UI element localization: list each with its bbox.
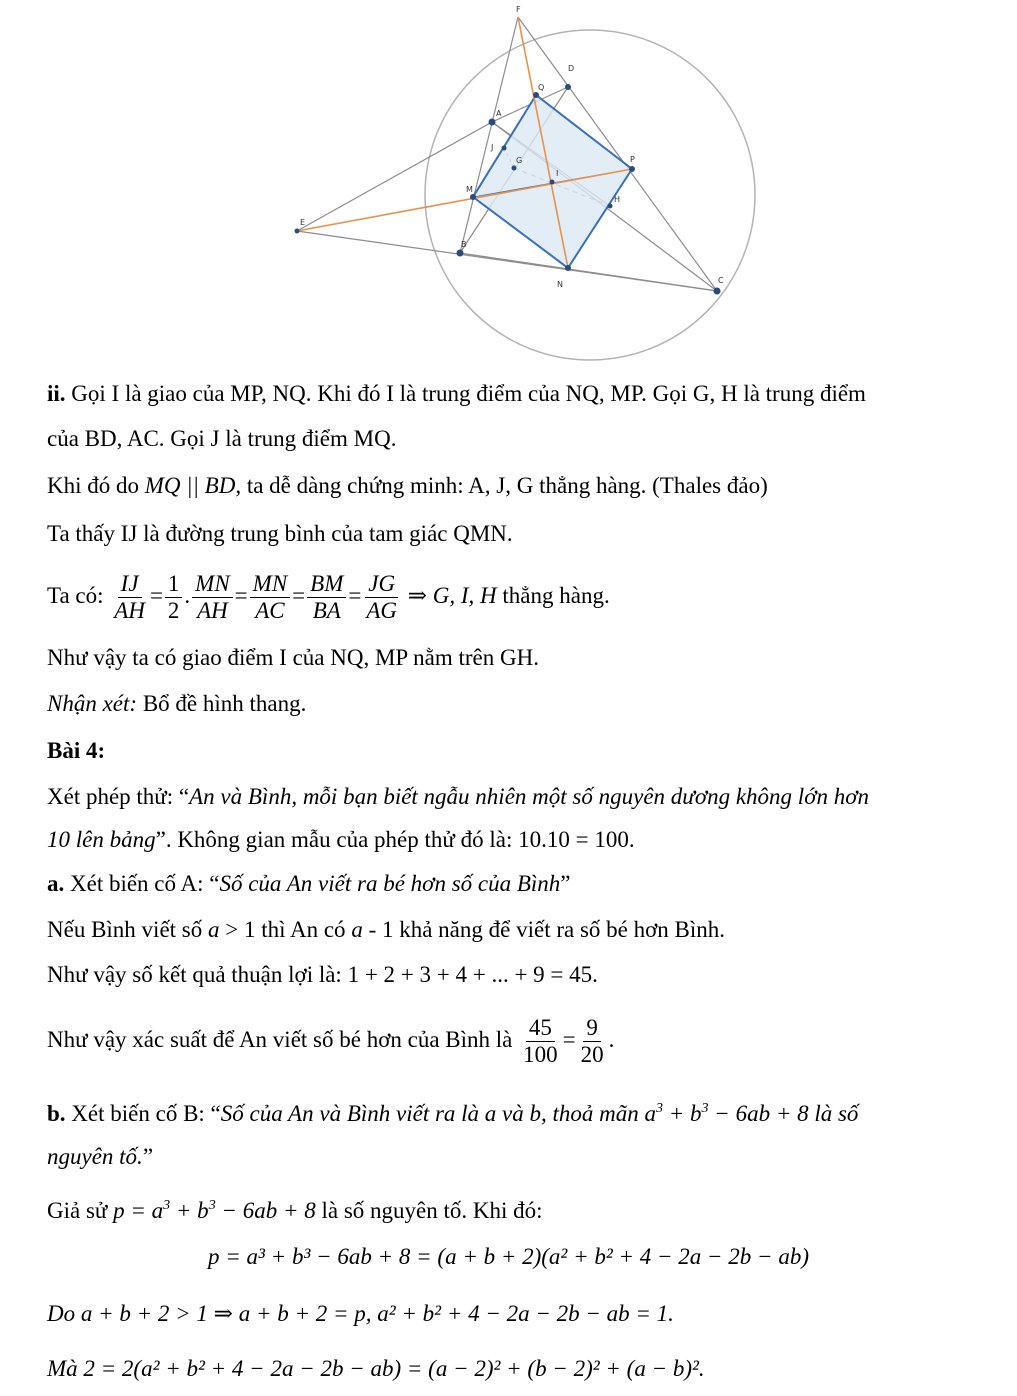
label-J: J xyxy=(491,143,494,152)
part-b-line-6: Mà 2 = 2(a² + b² + 4 − 2a − 2b − ab) = (a − 2)² + (b − 2)² + (a − b)². xyxy=(47,1356,705,1381)
ii-line-5-ratio: Ta có: $\frac{IJ}{AH}$ = $\frac{1}{2}$ . $\frac{MN}{AH}$ = $\frac{MN}{AC}$ = $\frac{BM}{BA}$ = $\frac{JG}{AG}$ ⇒ G, I, H thẳng hàng. xyxy=(47,571,610,624)
label-H: H xyxy=(614,195,621,204)
label-E: E xyxy=(300,218,306,227)
bai4-line-1: Xét phép thử: “An và Bình, mỗi bạn biết ngẫu nhiên một số nguyên dương không lớn hơn xyxy=(47,784,869,809)
part-a-line-2: Nếu Bình viết số a > 1 thì An có a - 1 khả năng để viết ra số bé hơn Bình. xyxy=(47,917,726,942)
label-I: I xyxy=(556,169,559,178)
remark: Nhận xét: Bổ đề hình thang. xyxy=(47,691,307,716)
label-F: F xyxy=(516,5,521,14)
part-a-line-3: Như vậy số kết quả thuận lợi là: 1 + 2 + 3 + 4 + ... + 9 = 45. xyxy=(47,962,598,987)
ii-line-2: của BD, AC. Gọi J là trung điểm MQ. xyxy=(47,426,397,451)
label-C: C xyxy=(718,276,724,285)
label-A: A xyxy=(496,109,502,118)
ii-line-4: Ta thấy IJ là đường trung bình của tam giác QMN. xyxy=(47,521,513,546)
label-B: B xyxy=(461,240,467,249)
geometry-figure xyxy=(260,0,760,368)
label-Q: Q xyxy=(538,83,545,92)
bai4-heading: Bài 4: xyxy=(47,738,106,763)
part-b-line-3: Giả sử $p = a^3 + b^3 - 6ab + 8$ là số nguyên tố. Khi đó: xyxy=(47,1198,543,1223)
label-N: N xyxy=(557,280,563,289)
factorization-equation: p = a³ + b³ − 6ab + 8 = (a + b + 2)(a² + b² + 4 − 2a − 2b − ab) xyxy=(208,1244,809,1269)
ii-line-6: Như vậy ta có giao điểm I của NQ, MP nằm trên GH. xyxy=(47,645,539,670)
label-G: G xyxy=(516,156,523,165)
label-D: D xyxy=(568,64,575,73)
part-a-line-4: Như vậy xác suất để An viết số bé hơn của Bình là $\frac{45}{100}$ = $\frac{9}{20}$ . xyxy=(47,1015,615,1068)
part-b-line-1: b. Xét biến cố B: “Số của An và Bình viết ra là a và b, thoả mãn $a^3 + b^3 - 6ab + 8$ là số xyxy=(47,1101,859,1126)
ii-line-3: Khi đó do MQ || BD, ta dễ dàng chứng minh: A, J, G thẳng hàng. (Thales đảo) xyxy=(47,473,768,498)
ii-line-1: ii. Gọi I là giao của MP, NQ. Khi đó I là trung điểm của NQ, MP. Gọi G, H là trung điểm xyxy=(47,381,866,406)
part-b-line-2: nguyên tố.” xyxy=(47,1144,154,1169)
label-M: M xyxy=(466,185,473,194)
part-a-line-1: a. Xét biến cố A: “Số của An viết ra bé hơn số của Bình” xyxy=(47,871,571,896)
part-b-line-5: Do a + b + 2 > 1 ⇒ a + b + 2 = p, a² + b² + 4 − 2a − 2b − ab = 1. xyxy=(47,1301,674,1326)
label-P: P xyxy=(630,155,635,164)
bai4-line-2: 10 lên bảng”. Không gian mẫu của phép thử đó là: 10.10 = 100. xyxy=(47,827,635,852)
